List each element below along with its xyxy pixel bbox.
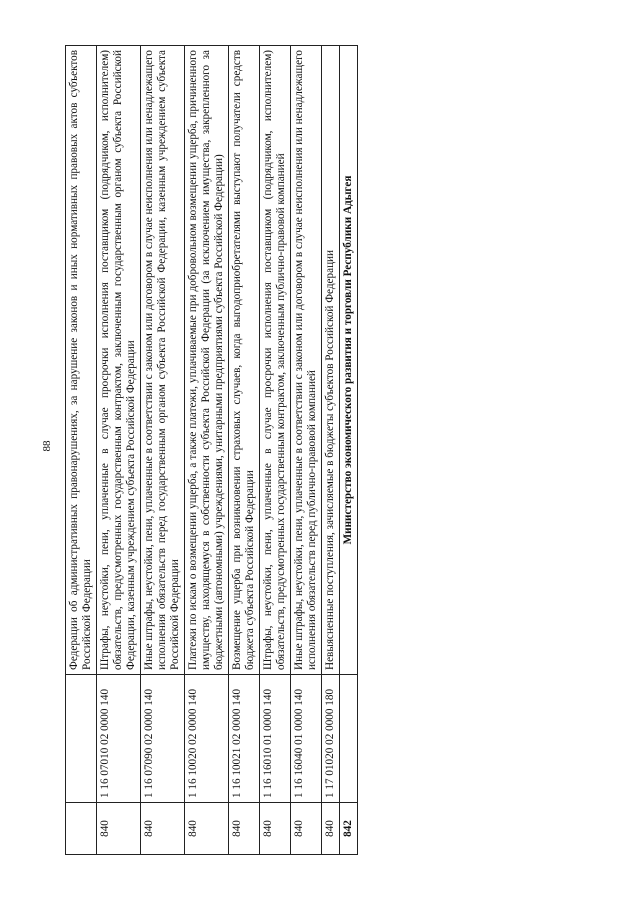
budget-code-cell: 1 16 10021 02 0000 140 (228, 675, 259, 803)
budget-code-cell: 1 16 10020 02 0000 140 (184, 675, 228, 803)
table-row (140, 46, 184, 855)
budget-code-cell: 1 16 16040 01 0000 140 (290, 675, 321, 803)
budget-code-cell (66, 675, 97, 803)
description-cell: Иные штрафы, неустойки, пени, уплаченные в соответствии с законом или договором в случае неисполнения или ненадлежащего исполнения обязательств перед публично-правовой компанией (290, 46, 321, 675)
table-row (66, 46, 97, 855)
page-number: 88 (41, 440, 53, 452)
description-cell: Штрафы, неустойки, пени, уплаченные в случае просрочки исполнения поставщиком (подрядчиком, исполнителем) обязательств, предусмотренных государственным контрактом, заключенным публично-правовой компанией (259, 46, 290, 675)
table-row (290, 46, 321, 855)
table-row (228, 46, 259, 855)
section-code-cell (339, 675, 357, 803)
budget-revenue-table (65, 45, 358, 855)
table-row (321, 46, 339, 855)
admin-code-cell: 840 (228, 803, 259, 855)
section-header-row (339, 46, 357, 855)
description-cell: Невыясненные поступления, зачисляемые в бюджеты субъектов Российской Федерации (321, 46, 339, 675)
description-cell: Федерации об административных правонарушениях, за нарушение законов и иных нормативных правовых актов субъектов Российской Федерации (66, 46, 97, 675)
table-row (259, 46, 290, 855)
budget-code-cell: 1 17 01020 02 0000 180 (321, 675, 339, 803)
table-row (184, 46, 228, 855)
description-cell: Штрафы, неустойки, пени, уплаченные в случае просрочки исполнения поставщиком (подрядчиком, исполнителем) обязательств, предусмотренных государственным контрактом, заключенным государственным органом субъекта Российской Федерации, казенным учреждением субъекта Российской Федерации (96, 46, 140, 675)
description-cell: Платежи по искам о возмещении ущерба, а также платежи, уплачиваемые при добровольном возмещении ущерба, причиненного имуществу, находящемуся в собственности субъекта Российской Федерации (за исключением имущества, закрепленного за бюджетными (автономными) учреждениями, унитарными предприятиями субъекта Российской Федерации) (184, 46, 228, 675)
rotated-table-sheet (65, 45, 577, 855)
description-cell: Иные штрафы, неустойки, пени, уплаченные в соответствии с законом или договором в случае неисполнения или ненадлежащего исполнения обязательств перед государственным органом субъекта Российской Федерации, казенным учреждением субъекта Российской Федерации (140, 46, 184, 675)
admin-code-cell (66, 803, 97, 855)
admin-code-cell: 840 (290, 803, 321, 855)
admin-code-cell: 840 (184, 803, 228, 855)
section-admin-code-cell: 842 (339, 803, 357, 855)
admin-code-cell: 840 (259, 803, 290, 855)
table-row (96, 46, 140, 855)
description-cell: Возмещение ущерба при возникновении страховых случаев, когда выгодоприобретателями выступают получатели средств бюджета субъекта Российской Федерации (228, 46, 259, 675)
budget-code-cell: 1 16 07010 02 0000 140 (96, 675, 140, 803)
admin-code-cell: 840 (140, 803, 184, 855)
budget-code-cell: 1 16 07090 02 0000 140 (140, 675, 184, 803)
budget-code-cell: 1 16 16010 01 0000 140 (259, 675, 290, 803)
admin-code-cell: 840 (96, 803, 140, 855)
admin-code-cell: 840 (321, 803, 339, 855)
section-title-cell: Министерство экономического развития и торговли Республики Адыгея (339, 46, 357, 675)
